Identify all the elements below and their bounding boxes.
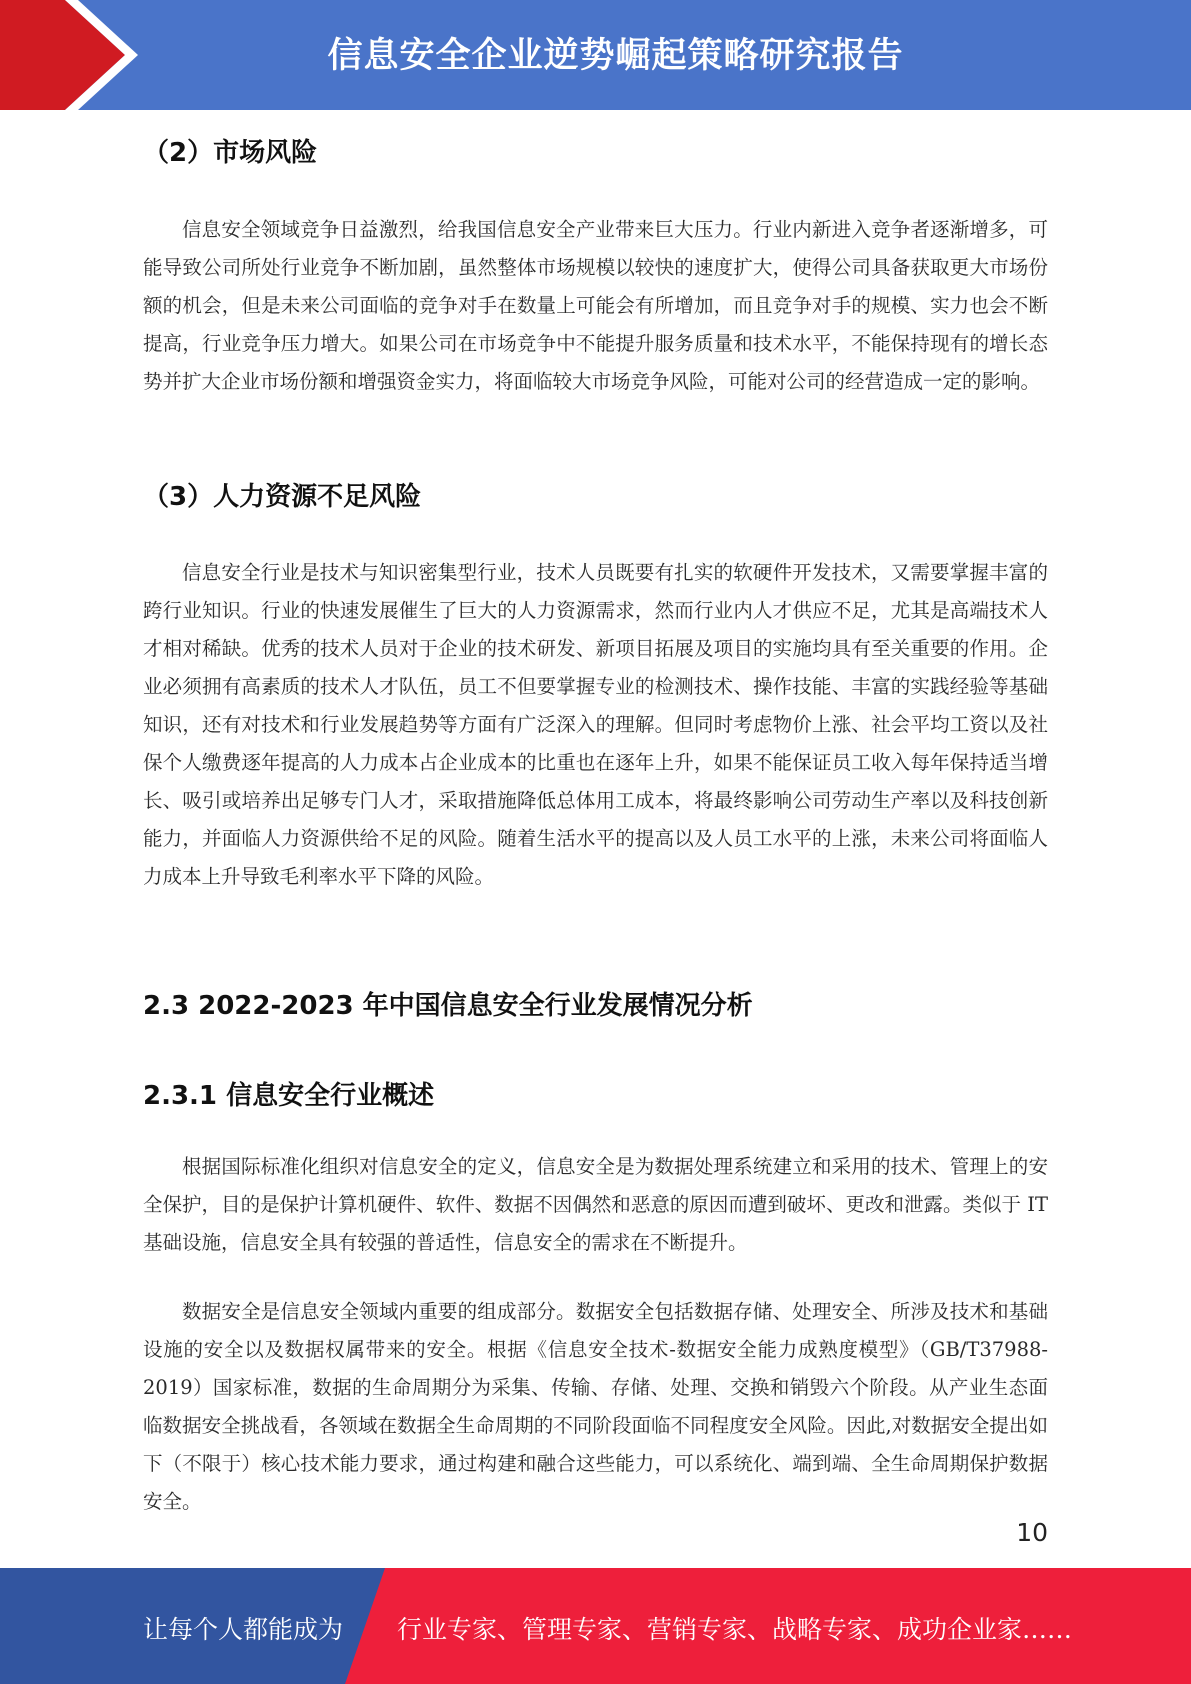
- paragraph-hr-risk: 信息安全行业是技术与知识密集型行业，技术人员既要有扎实的软硬件开发技术，又需要掌握丰富的跨行业知识。行业的快速发展催生了巨大的人力资源需求，然而行业内人才供应不足，尤其是高端技术人才相对稀缺。优秀的技术人员对于企业的技术研发、新项目拓展及项目的实施均具有至关重要的作用。企业必须拥有高素质的技术人才队伍，员工不但要掌握专业的检测技术、操作技能、丰富的实践经验等基础知识，还有对技术和行业发展趋势等方面有广泛深入的理解。但同时考虑物价上涨、社会平均工资以及社保个人缴费逐年提高的人力成本占企业成本的比重也在逐年上升，如果不能保证员工收入每年保持适当增长、吸引或培养出足够专门人才，采取措施降低总体用工成本，将最终影响公司劳动生产率以及科技创新能力，并面临人力资源供给不足的风险。随着生活水平的提高以及人员工水平的上涨，未来公司将面临人力成本上升导致毛利率水平下降的风险。: [143, 561, 1048, 888]
- footer-slogan-left: 让每个人都能成为: [143, 1615, 344, 1644]
- paragraph-infosec-overview: 根据国际标准化组织对信息安全的定义，信息安全是为数据处理系统建立和采用的技术、管理上的安全保护，目的是保护计算机硬件、软件、数据不因偶然和恶意的原因而遭到破坏、更改和泄露。类似于 IT 基础设施，信息安全具有较强的普适性，信息安全的需求在不断提升。: [143, 1155, 1048, 1254]
- heading-section-2-3-1: 2.3.1 信息安全行业概述: [143, 1081, 435, 1111]
- page-header: [0, 0, 1191, 110]
- heading-hr-risk: （3）人力资源不足风险: [143, 482, 422, 512]
- page-number: 10: [1016, 1518, 1048, 1547]
- heading-section-2-3: 2.3 2022-2023 年中国信息安全行业发展情况分析: [143, 991, 753, 1021]
- heading-market-risk: （2）市场风险: [143, 138, 318, 168]
- report-title: 信息安全企业逆势崛起策略研究报告: [327, 36, 904, 76]
- paragraph-market-risk: 信息安全领域竞争日益激烈，给我国信息安全产业带来巨大压力。行业内新进入竞争者逐渐增多，可能导致公司所处行业竞争不断加剧，虽然整体市场规模以较快的速度扩大，使得公司具备获取更大市场份额的机会，但是未来公司面临的竞争对手在数量上可能会有所增加，而且竞争对手的规模、实力也会不断提高，行业竞争压力增大。如果公司在市场竞争中不能提升服务质量和技术水平，不能保持现有的增长态势并扩大企业市场份额和增强资金实力，将面临较大市场竞争风险，可能对公司的经营造成一定的影响。: [143, 218, 1048, 393]
- page-footer: [0, 1568, 1191, 1684]
- footer-slogan-right: 行业专家、管理专家、营销专家、战略专家、成功企业家……: [397, 1615, 1073, 1644]
- paragraph-data-security: 数据安全是信息安全领域内重要的组成部分。数据安全包括数据存储、处理安全、所涉及技术和基础设施的安全以及数据权属带来的安全。根据《信息安全技术-数据安全能力成熟度模型》（GB/T37988-2019）国家标准，数据的生命周期分为采集、传输、存储、处理、交换和销毁六个阶段。从产业生态面临数据安全挑战看，各领域在数据全生命周期的不同阶段面临不同程度安全风险。因此,对数据安全提出如下（不限于）核心技术能力要求，通过构建和融合这些能力，可以系统化、端到端、全生命周期保护数据安全。: [143, 1300, 1048, 1513]
